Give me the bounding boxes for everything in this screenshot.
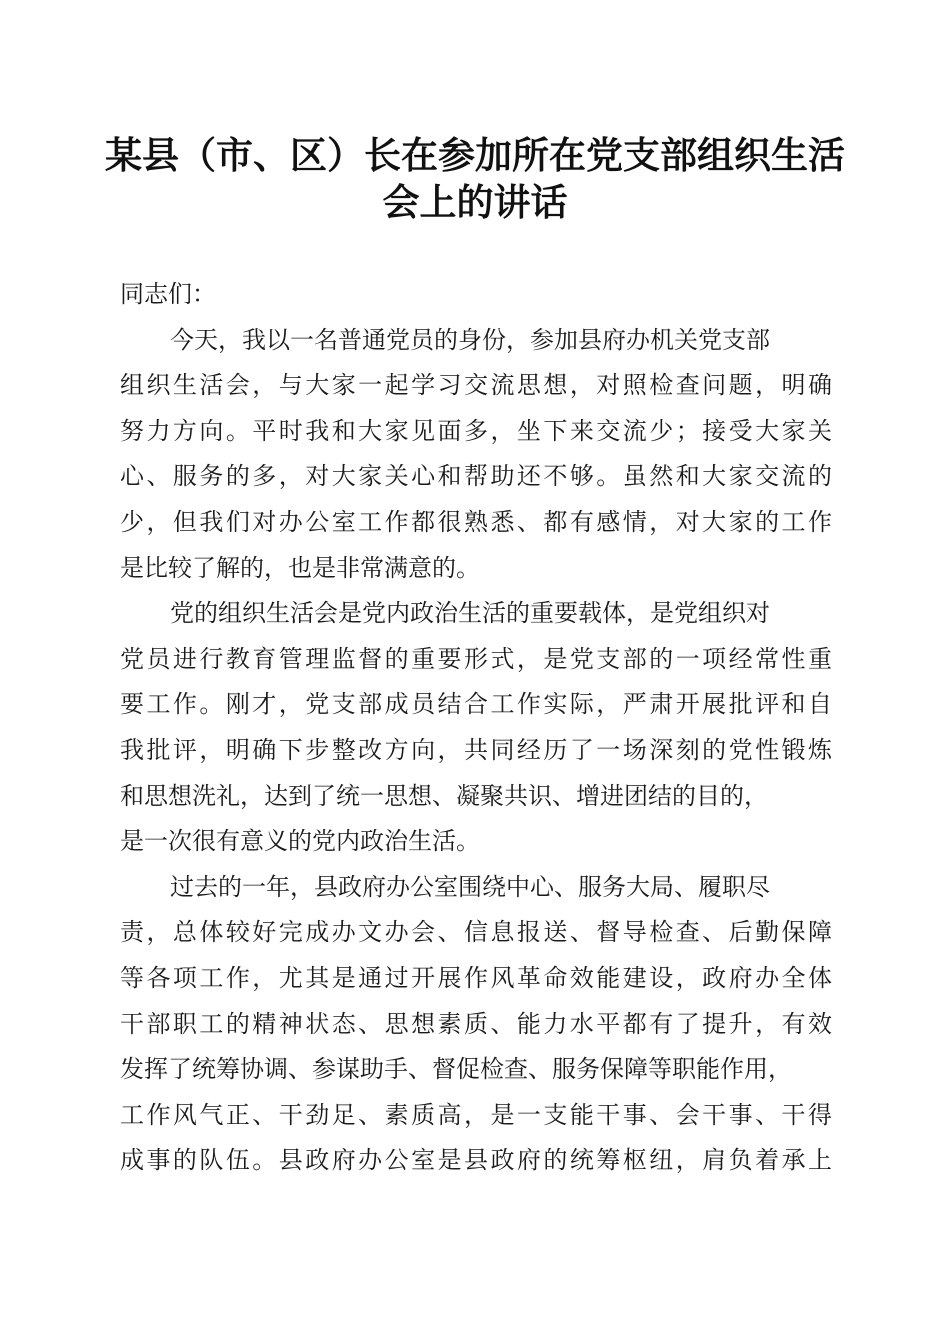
paragraph-line: 党员进行教育管理监督的重要形式，是党支部的一项经常性重 (120, 644, 832, 673)
paragraph-line: 要工作。刚才，党支部成员结合工作实际，严肃开展批评和自 (120, 690, 832, 719)
paragraph-line: 干部职工的精神状态、思想素质、能力水平都有了提升，有效 (120, 1009, 832, 1038)
paragraph-line: 责，总体较好完成办文办会、信息报送、督导检查、后勤保障 (120, 918, 832, 947)
paragraph-line: 组织生活会，与大家一起学习交流思想，对照检查问题，明确 (120, 371, 832, 400)
paragraph-line: 成事的队伍。县政府办公室是县政府的统筹枢纽，肩负着承上 (120, 1146, 832, 1175)
paragraph-line: 工作风气正、干劲足、素质高，是一支能干事、会干事、干得 (120, 1100, 832, 1129)
paragraph-1 (120, 318, 832, 592)
paragraph-line: 是比较了解的，也是非常满意的。 (120, 553, 480, 582)
paragraph-line: 今天，我以一名普通党员的身份，参加县府办机关党支部 (170, 325, 770, 354)
paragraph-line: 我批评，明确下步整改方向，共同经历了一场深刻的党性锻炼 (120, 735, 832, 764)
document-body (120, 272, 832, 1184)
title-line-2: 会上的讲话 (382, 180, 568, 224)
paragraph-line: 心、服务的多，对大家关心和帮助还不够。虽然和大家交流的 (120, 462, 832, 491)
paragraph-line: 努力方向。平时我和大家见面多，坐下来交流少；接受大家关 (120, 416, 832, 445)
paragraph-line: 是一次很有意义的党内政治生活。 (120, 827, 480, 856)
paragraph-line: 和思想洗礼，达到了统一思想、凝聚共识、增进团结的目的， (120, 781, 768, 810)
salutation: 同志们： (120, 280, 216, 308)
paragraph-3 (120, 865, 832, 1184)
document-title (100, 132, 850, 226)
paragraph-line: 少，但我们对办公室工作都很熟悉、都有感情，对大家的工作 (120, 507, 832, 536)
paragraph-line: 发挥了统筹协调、参谋助手、督促检查、服务保障等职能作用， (120, 1055, 792, 1084)
paragraph-2 (120, 591, 832, 865)
paragraph-line: 等各项工作，尤其是通过开展作风革命效能建设，政府办全体 (120, 963, 832, 992)
title-line-1: 某县（市、区）长在参加所在党支部组织生活 (105, 133, 845, 177)
paragraph-line: 过去的一年，县政府办公室围绕中心、服务大局、履职尽 (170, 872, 770, 901)
paragraph-line: 党的组织生活会是党内政治生活的重要载体，是党组织对 (170, 599, 770, 628)
